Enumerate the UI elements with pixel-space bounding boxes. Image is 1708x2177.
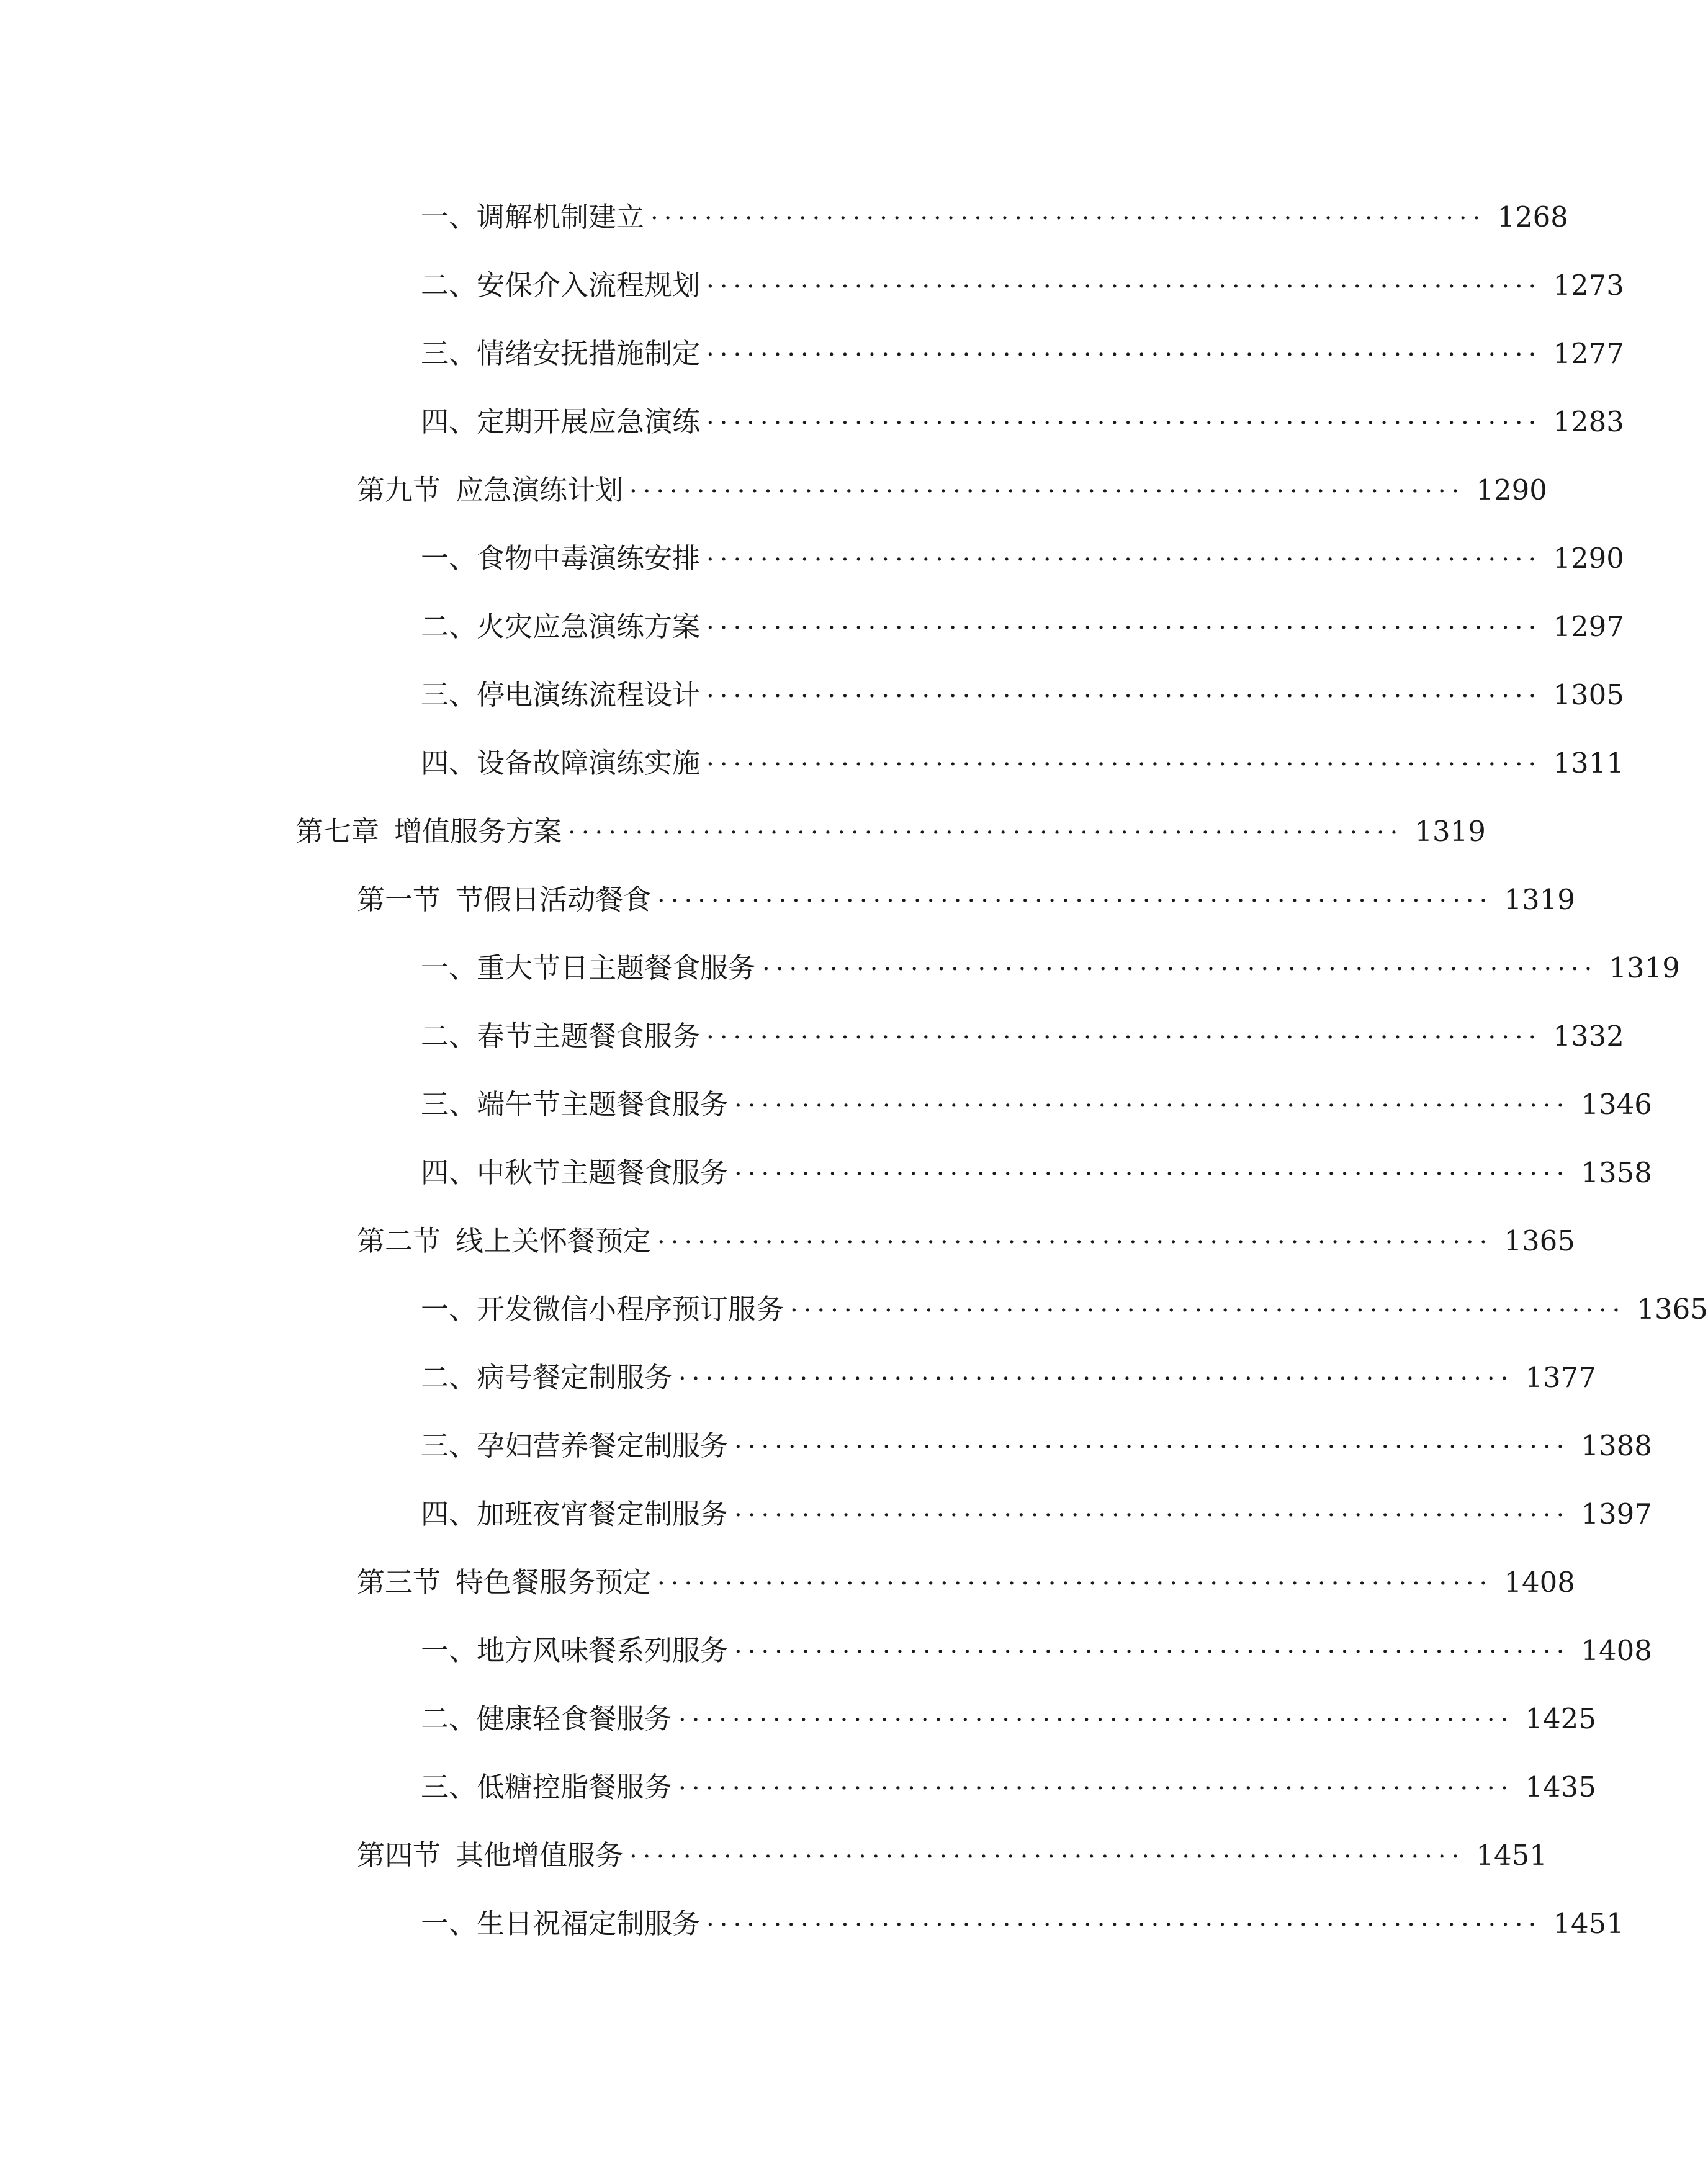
dot-leader: ······························································ xyxy=(734,1092,1570,1120)
entry-page-number: 1319 xyxy=(1609,951,1680,984)
toc-entry[interactable] xyxy=(357,875,1575,925)
toc-entry[interactable] xyxy=(357,1216,1575,1266)
dot-leader: ······························································ xyxy=(568,819,1404,847)
entry-number: 一、 xyxy=(421,951,477,984)
entry-title: 开发微信小程序预订服务 xyxy=(477,1293,784,1326)
entry-number: 第七章 xyxy=(295,815,380,848)
toc-entry[interactable] xyxy=(295,807,1486,856)
entry-title: 中秋节主题餐食服务 xyxy=(477,1156,729,1189)
dot-leader: ······························································ xyxy=(657,1228,1493,1257)
entry-title: 火灾应急演练方案 xyxy=(477,610,701,643)
dot-leader: ······························································ xyxy=(706,614,1542,642)
toc-entry[interactable] xyxy=(421,1694,1596,1744)
entry-title: 孕妇营养餐定制服务 xyxy=(477,1429,729,1462)
entry-number: 四、 xyxy=(421,1497,477,1530)
dot-leader: ······························································ xyxy=(790,1296,1626,1325)
entry-page-number: 1311 xyxy=(1553,747,1624,779)
dot-leader: ······························································ xyxy=(678,1706,1514,1735)
entry-number: 四、 xyxy=(421,1156,477,1189)
dot-leader: ······························································ xyxy=(657,887,1493,915)
dot-leader: ······························································ xyxy=(706,750,1542,779)
entry-title: 健康轻食餐服务 xyxy=(477,1702,673,1735)
entry-title: 低糖控脂餐服务 xyxy=(477,1771,673,1803)
entry-page-number: 1365 xyxy=(1504,1224,1575,1257)
dot-leader: ······························································ xyxy=(706,682,1542,711)
entry-page-number: 1408 xyxy=(1504,1566,1575,1599)
dot-leader: ······························································ xyxy=(706,341,1542,369)
entry-page-number: 1346 xyxy=(1581,1088,1652,1121)
entry-title: 食物中毒演练安排 xyxy=(477,542,701,575)
entry-page-number: 1408 xyxy=(1581,1634,1652,1667)
dot-leader: ······························································ xyxy=(734,1501,1570,1530)
toc-entry[interactable] xyxy=(421,261,1624,310)
entry-title: 生日祝福定制服务 xyxy=(477,1907,701,1940)
entry-title: 设备故障演练实施 xyxy=(477,747,701,779)
entry-number: 一、 xyxy=(421,1907,477,1940)
entry-page-number: 1319 xyxy=(1414,815,1486,848)
toc-entry[interactable] xyxy=(421,1421,1652,1471)
entry-number: 三、 xyxy=(421,1429,477,1462)
toc-entry[interactable] xyxy=(421,192,1568,242)
toc-entry[interactable] xyxy=(421,1762,1596,1812)
entry-page-number: 1277 xyxy=(1553,337,1624,370)
entry-page-number: 1365 xyxy=(1637,1293,1708,1326)
entry-page-number: 1290 xyxy=(1553,542,1624,575)
entry-page-number: 1268 xyxy=(1497,200,1568,233)
toc-entry[interactable] xyxy=(421,738,1624,788)
dot-leader: ······························································ xyxy=(678,1774,1514,1803)
entry-number: 三、 xyxy=(421,337,477,370)
entry-number: 四、 xyxy=(421,747,477,779)
entry-number: 一、 xyxy=(421,1634,477,1667)
entry-number: 第一节 xyxy=(357,883,441,916)
dot-leader: ······························································ xyxy=(706,1911,1542,1939)
entry-page-number: 1397 xyxy=(1581,1497,1652,1530)
dot-leader: ······························································ xyxy=(678,1365,1514,1393)
entry-page-number: 1305 xyxy=(1553,678,1624,711)
entry-page-number: 1358 xyxy=(1581,1156,1652,1189)
dot-leader: ······························································ xyxy=(734,1638,1570,1666)
toc-entry[interactable] xyxy=(421,1080,1652,1129)
entry-number: 三、 xyxy=(421,1088,477,1121)
entry-number: 二、 xyxy=(421,1702,477,1735)
entry-number: 二、 xyxy=(421,269,477,302)
entry-page-number: 1435 xyxy=(1525,1771,1596,1803)
entry-title: 停电演练流程设计 xyxy=(477,678,701,711)
entry-page-number: 1451 xyxy=(1476,1839,1547,1872)
dot-leader: ······························································ xyxy=(734,1160,1570,1188)
dot-leader: ······························································ xyxy=(629,477,1465,506)
dot-leader: ······························································ xyxy=(762,955,1598,984)
entry-number: 二、 xyxy=(421,1020,477,1053)
dot-leader: ······························································ xyxy=(734,1433,1570,1461)
entry-title: 定期开展应急演练 xyxy=(477,405,701,438)
entry-title: 春节主题餐食服务 xyxy=(477,1020,701,1053)
entry-number: 第三节 xyxy=(357,1566,441,1599)
dot-leader: ······························································ xyxy=(629,1843,1465,1871)
toc-entry[interactable] xyxy=(357,465,1547,515)
dot-leader: ······························································ xyxy=(706,272,1542,301)
entry-number: 四、 xyxy=(421,405,477,438)
entry-number: 一、 xyxy=(421,200,477,233)
toc-entry[interactable] xyxy=(421,1899,1624,1949)
entry-title: 线上关怀餐预定 xyxy=(456,1224,652,1257)
entry-number: 二、 xyxy=(421,610,477,643)
entry-page-number: 1290 xyxy=(1476,474,1547,506)
entry-title: 安保介入流程规划 xyxy=(477,269,701,302)
toc-entry[interactable] xyxy=(421,1148,1652,1198)
entry-page-number: 1451 xyxy=(1553,1907,1624,1940)
entry-title: 应急演练计划 xyxy=(456,474,624,506)
toc-entry[interactable] xyxy=(357,1831,1547,1880)
entry-title: 特色餐服务预定 xyxy=(456,1566,652,1599)
entry-page-number: 1332 xyxy=(1553,1020,1624,1053)
entry-title: 病号餐定制服务 xyxy=(477,1361,673,1394)
dot-leader: ······························································ xyxy=(706,545,1542,574)
toc-entry[interactable] xyxy=(421,670,1624,720)
entry-page-number: 1283 xyxy=(1553,405,1624,438)
entry-title: 端午节主题餐食服务 xyxy=(477,1088,729,1121)
toc-entry[interactable] xyxy=(421,329,1624,379)
entry-title: 调解机制建立 xyxy=(477,200,645,233)
dot-leader: ······························································ xyxy=(706,409,1542,438)
dot-leader: ······························································ xyxy=(650,204,1486,233)
dot-leader: ······························································ xyxy=(706,1023,1542,1052)
entry-title: 加班夜宵餐定制服务 xyxy=(477,1497,729,1530)
dot-leader: ······························································ xyxy=(657,1569,1493,1598)
toc-entry[interactable] xyxy=(421,1012,1624,1061)
toc-entry[interactable] xyxy=(421,534,1624,583)
entry-number: 一、 xyxy=(421,1293,477,1326)
entry-title: 情绪安抚措施制定 xyxy=(477,337,701,370)
entry-title: 节假日活动餐食 xyxy=(456,883,652,916)
entry-page-number: 1319 xyxy=(1504,883,1575,916)
toc-entry[interactable] xyxy=(421,1353,1596,1403)
entry-page-number: 1377 xyxy=(1525,1361,1596,1394)
entry-number: 第四节 xyxy=(357,1839,441,1872)
entry-title: 增值服务方案 xyxy=(394,815,562,848)
toc-entry[interactable] xyxy=(421,943,1680,993)
entry-number: 第九节 xyxy=(357,474,441,506)
entry-page-number: 1388 xyxy=(1581,1429,1652,1462)
toc-entry[interactable] xyxy=(421,1626,1652,1676)
toc-entry[interactable] xyxy=(421,1285,1708,1334)
toc-entry[interactable] xyxy=(421,397,1624,447)
toc-entry[interactable] xyxy=(421,602,1624,652)
entry-page-number: 1297 xyxy=(1553,610,1624,643)
entry-page-number: 1273 xyxy=(1553,269,1624,302)
entry-number: 二、 xyxy=(421,1361,477,1394)
entry-number: 第二节 xyxy=(357,1224,441,1257)
entry-page-number: 1425 xyxy=(1525,1702,1596,1735)
entry-number: 三、 xyxy=(421,678,477,711)
entry-title: 其他增值服务 xyxy=(456,1839,624,1872)
entry-number: 一、 xyxy=(421,542,477,575)
toc-entry[interactable] xyxy=(357,1558,1575,1607)
entry-number: 三、 xyxy=(421,1771,477,1803)
entry-title: 重大节日主题餐食服务 xyxy=(477,951,757,984)
toc-entry[interactable] xyxy=(421,1489,1652,1539)
entry-title: 地方风味餐系列服务 xyxy=(477,1634,729,1667)
